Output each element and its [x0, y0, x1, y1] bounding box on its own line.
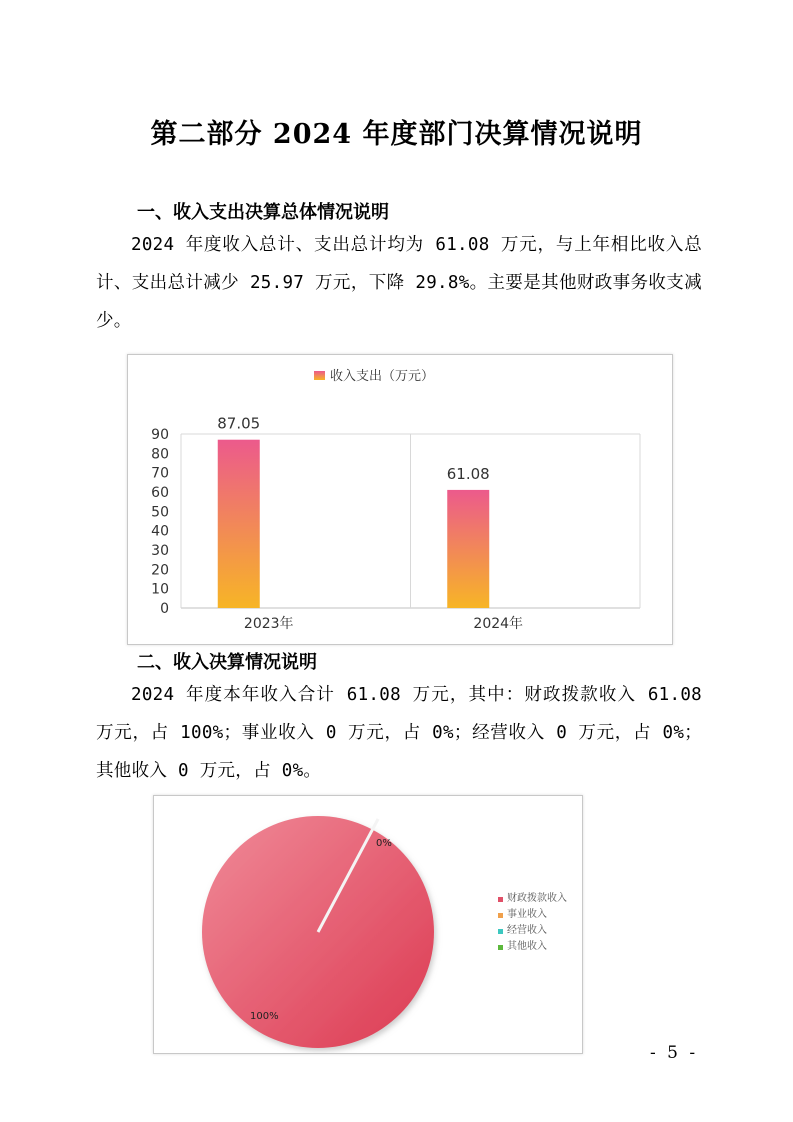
- page-number: - 5 -: [650, 1043, 699, 1063]
- y-tick-label: 40: [151, 523, 169, 540]
- y-tick-label: 90: [151, 427, 169, 443]
- legend-swatch: [314, 371, 325, 380]
- x-category-label: 2023年: [243, 616, 294, 632]
- pie-percent-label: 100%: [250, 1011, 279, 1022]
- section2-heading: 二、收入决算情况说明: [137, 652, 317, 673]
- legend-label: 其他收入: [507, 941, 547, 952]
- y-tick-label: 70: [151, 465, 169, 482]
- legend-swatch: [498, 945, 503, 950]
- bar-chart: [127, 354, 673, 645]
- legend-swatch: [498, 897, 503, 902]
- pie-legend-item: [498, 939, 567, 955]
- bar-value-label: 61.08: [446, 464, 490, 483]
- legend-label: 财政拨款收入: [507, 893, 567, 904]
- pie-legend-item: [498, 907, 567, 923]
- legend-label: 事业收入: [507, 909, 547, 920]
- legend-label: 经营收入: [507, 925, 547, 936]
- bar: [447, 490, 489, 608]
- pie-legend-item: [498, 891, 567, 907]
- section1-heading: 一、收入支出决算总体情况说明: [137, 202, 389, 223]
- legend-swatch: [498, 913, 503, 918]
- bar-value-label: 87.05: [217, 414, 261, 433]
- page-title: 第二部分 2024 年度部门决算情况说明: [150, 119, 643, 150]
- y-tick-label: 30: [151, 543, 169, 559]
- pie-legend: [498, 891, 567, 955]
- pie-percent-label: 0%: [376, 838, 392, 849]
- section2-paragraph: 2024 年度本年收入合计 61.08 万元，其中：财政拨款收入 61.08 万元，占 100%；事业收入 0 万元，占 0%；经营收入 0 万元，占 0%；其他收入 0 万元，占 0%。: [96, 685, 702, 781]
- bar: [218, 440, 260, 608]
- y-tick-label: 80: [151, 446, 169, 463]
- y-tick-label: 50: [151, 504, 169, 521]
- legend-label: 收入支出（万元）: [330, 369, 435, 384]
- x-category-label: 2024年: [473, 616, 524, 632]
- y-tick-label: 0: [160, 601, 169, 617]
- y-tick-label: 20: [151, 562, 169, 579]
- bar-chart-svg: [128, 355, 672, 644]
- y-tick-label: 10: [151, 581, 169, 598]
- pie-legend-item: [498, 923, 567, 939]
- legend-swatch: [498, 929, 503, 934]
- pie-chart: [153, 795, 583, 1054]
- y-tick-label: 60: [151, 485, 169, 501]
- section1-paragraph: 2024 年度收入总计、支出总计均为 61.08 万元，与上年相比收入总计、支出总计减少 25.97 万元，下降 29.8%。主要是其他财政事务收支减少。: [96, 235, 702, 331]
